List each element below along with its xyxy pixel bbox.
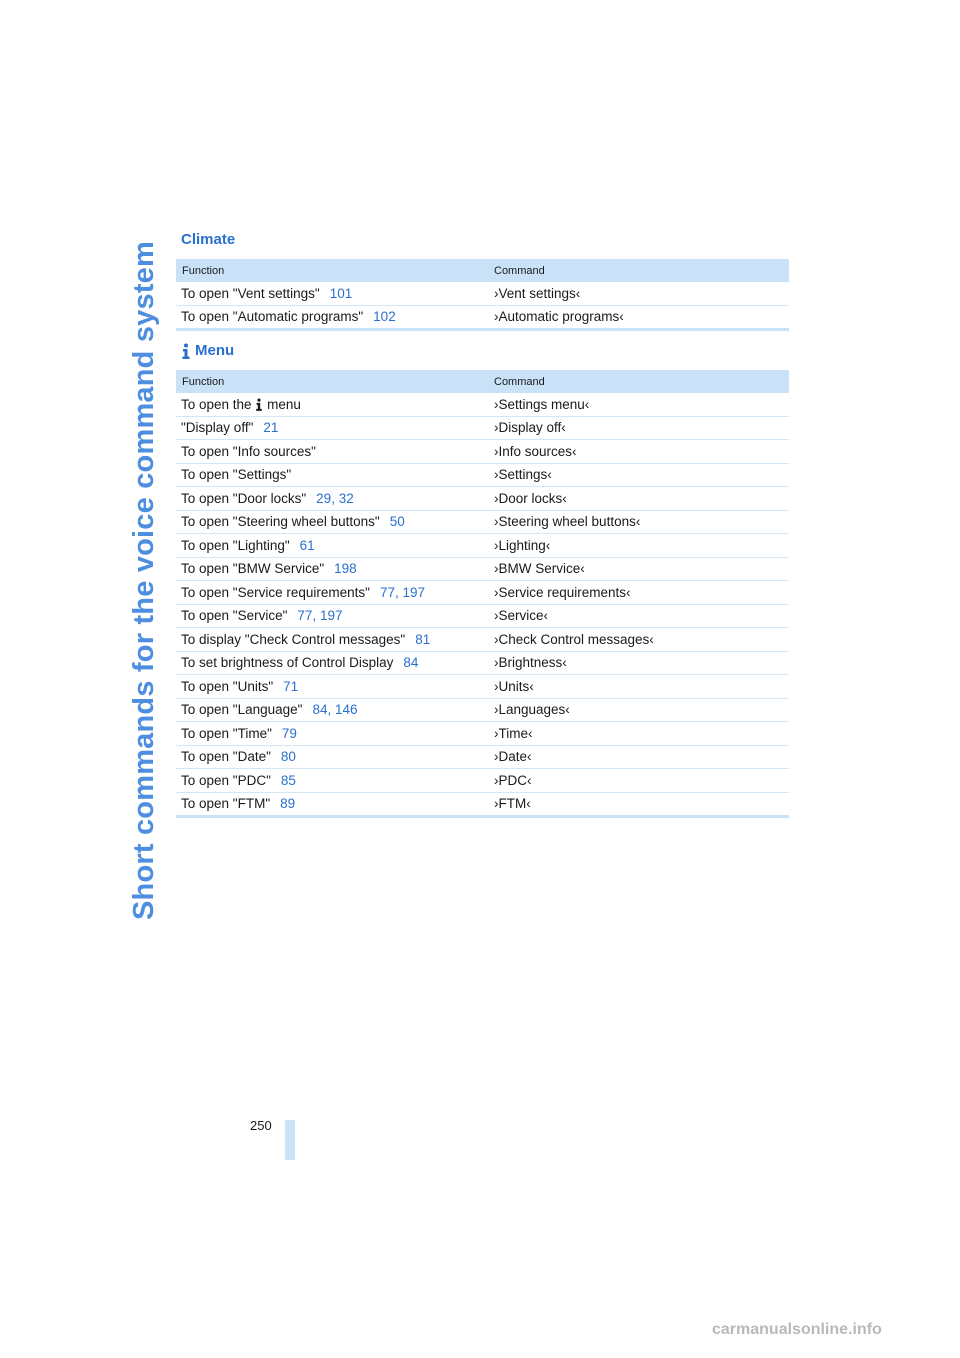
function-text: menu — [267, 396, 301, 412]
page-marker-bar — [285, 1120, 295, 1160]
function-text: To open "Time" — [181, 725, 272, 741]
command-cell: ›Automatic programs‹ — [494, 305, 789, 330]
page-reference-link[interactable]: 80 — [280, 749, 296, 765]
function-cell — [176, 463, 494, 487]
page-number: 250 — [250, 1118, 272, 1133]
function-text: To open "Service requirements" — [181, 584, 370, 600]
function-text: To open the — [181, 396, 252, 412]
table-row — [176, 698, 789, 722]
page-reference-link[interactable]: 77 — [297, 608, 313, 624]
function-cell — [176, 745, 494, 769]
page-ref-separator: , — [327, 702, 335, 718]
page-reference-link[interactable]: 77 — [379, 584, 395, 600]
function-cell — [176, 604, 494, 628]
command-column-header: Command — [494, 259, 789, 282]
command-cell: ›Info sources‹ — [494, 440, 789, 464]
page-reference-link[interactable]: 84 — [312, 702, 328, 718]
table-row — [176, 604, 789, 628]
table-row — [176, 651, 789, 675]
command-cell: ›Units‹ — [494, 675, 789, 699]
command-cell: ›Settings menu‹ — [494, 393, 789, 416]
info-icon — [181, 343, 191, 359]
function-cell — [176, 675, 494, 699]
function-text: To open "Info sources" — [181, 443, 316, 459]
climate-heading — [181, 231, 235, 248]
command-cell: ›Check Control messages‹ — [494, 628, 789, 652]
page-reference-link[interactable]: 101 — [329, 285, 353, 301]
page-reference-link[interactable]: 50 — [389, 514, 405, 530]
command-cell: ›Languages‹ — [494, 698, 789, 722]
function-text: To open "Settings" — [181, 467, 292, 483]
page-reference-link[interactable]: 89 — [280, 796, 296, 812]
page-reference-link[interactable]: 198 — [334, 561, 357, 577]
command-cell: ›Door locks‹ — [494, 487, 789, 511]
table-row — [176, 745, 789, 769]
page-ref-separator: , — [394, 584, 403, 600]
page-reference-link[interactable]: 32 — [338, 490, 354, 506]
function-text: To open "Door locks" — [181, 490, 307, 506]
function-cell — [176, 534, 494, 558]
function-text: To open "PDC" — [181, 772, 271, 788]
function-cell — [176, 651, 494, 675]
side-chapter-title-text: Short commands for the voice command system — [128, 241, 160, 920]
page-reference-link[interactable]: 29 — [316, 490, 332, 506]
command-cell: ›Lighting‹ — [494, 534, 789, 558]
page-reference-link[interactable]: 79 — [281, 725, 297, 741]
function-text: To open "Steering wheel buttons" — [181, 514, 380, 530]
table-row — [176, 510, 789, 534]
command-cell: ›Service requirements‹ — [494, 581, 789, 605]
function-cell — [176, 722, 494, 746]
table-row — [176, 282, 789, 305]
climate-table — [176, 259, 789, 331]
function-column-header: Function — [176, 370, 494, 393]
command-cell: ›Brightness‹ — [494, 651, 789, 675]
page-reference-link[interactable]: 81 — [415, 631, 431, 647]
menu-table-header — [176, 370, 789, 393]
table-row — [176, 792, 789, 817]
climate-heading-text: Climate — [181, 231, 236, 248]
command-cell: ›Vent settings‹ — [494, 282, 789, 305]
table-row — [176, 628, 789, 652]
page-reference-link[interactable]: 84 — [403, 655, 419, 671]
function-cell — [176, 510, 494, 534]
table-row — [176, 416, 789, 440]
table-row — [176, 675, 789, 699]
table-row — [176, 581, 789, 605]
side-chapter-title — [128, 230, 160, 920]
command-cell: ›Date‹ — [494, 745, 789, 769]
function-text: To open "BMW Service" — [181, 561, 325, 577]
info-icon — [255, 398, 263, 411]
function-cell — [176, 557, 494, 581]
table-row — [176, 557, 789, 581]
function-cell — [176, 792, 494, 817]
table-row — [176, 463, 789, 487]
page-reference-link[interactable]: 146 — [335, 702, 358, 718]
command-cell: ›FTM‹ — [494, 792, 789, 817]
menu-table — [176, 370, 789, 818]
function-cell — [176, 487, 494, 511]
function-text: To open "Lighting" — [181, 537, 290, 553]
page-reference-link[interactable]: 21 — [263, 420, 279, 436]
page-reference-link[interactable]: 85 — [280, 772, 296, 788]
command-cell: ›BMW Service‹ — [494, 557, 789, 581]
command-column-header: Command — [494, 370, 789, 393]
page-ref-separator: , — [312, 608, 320, 624]
page-reference-link[interactable]: 102 — [373, 309, 396, 325]
function-text: To open "Vent settings" — [181, 285, 320, 301]
table-row — [176, 769, 789, 793]
function-text: To open "Language" — [181, 702, 303, 718]
command-cell: ›PDC‹ — [494, 769, 789, 793]
function-cell — [176, 393, 494, 416]
command-cell: ›Settings‹ — [494, 463, 789, 487]
function-text: "Display off" — [181, 420, 254, 436]
table-row — [176, 534, 789, 558]
function-cell — [176, 305, 494, 330]
watermark: carmanualsonline.info — [712, 1321, 882, 1338]
table-row — [176, 305, 789, 330]
function-text: To open "Automatic programs" — [181, 309, 364, 325]
page-ref-separator: , — [331, 490, 339, 506]
menu-heading-text: Menu — [195, 342, 235, 359]
function-column-header: Function — [176, 259, 494, 282]
function-cell — [176, 581, 494, 605]
table-row — [176, 440, 789, 464]
function-cell — [176, 416, 494, 440]
menu-heading — [181, 342, 234, 359]
page-reference-link[interactable]: 197 — [319, 608, 343, 624]
command-cell: ›Steering wheel buttons‹ — [494, 510, 789, 534]
function-text: To open "Service" — [181, 608, 288, 624]
function-cell — [176, 282, 494, 305]
command-cell: ›Service‹ — [494, 604, 789, 628]
table-row — [176, 393, 789, 416]
climate-table-header — [176, 259, 789, 282]
function-text: To open "FTM" — [181, 796, 271, 812]
function-text: To open "Date" — [181, 749, 271, 765]
function-cell — [176, 769, 494, 793]
function-text: To open "Units" — [181, 678, 274, 694]
page-reference-link[interactable]: 197 — [402, 584, 426, 600]
command-cell: ›Time‹ — [494, 722, 789, 746]
function-cell — [176, 440, 494, 464]
function-cell — [176, 698, 494, 722]
function-text: To display "Check Control messages" — [181, 631, 406, 647]
function-text: To set brightness of Control Display — [181, 655, 394, 671]
page-reference-link[interactable]: 71 — [283, 678, 299, 694]
function-cell — [176, 628, 494, 652]
table-row — [176, 487, 789, 511]
command-cell: ›Display off‹ — [494, 416, 789, 440]
page-reference-link[interactable]: 61 — [299, 537, 315, 553]
table-row — [176, 722, 789, 746]
